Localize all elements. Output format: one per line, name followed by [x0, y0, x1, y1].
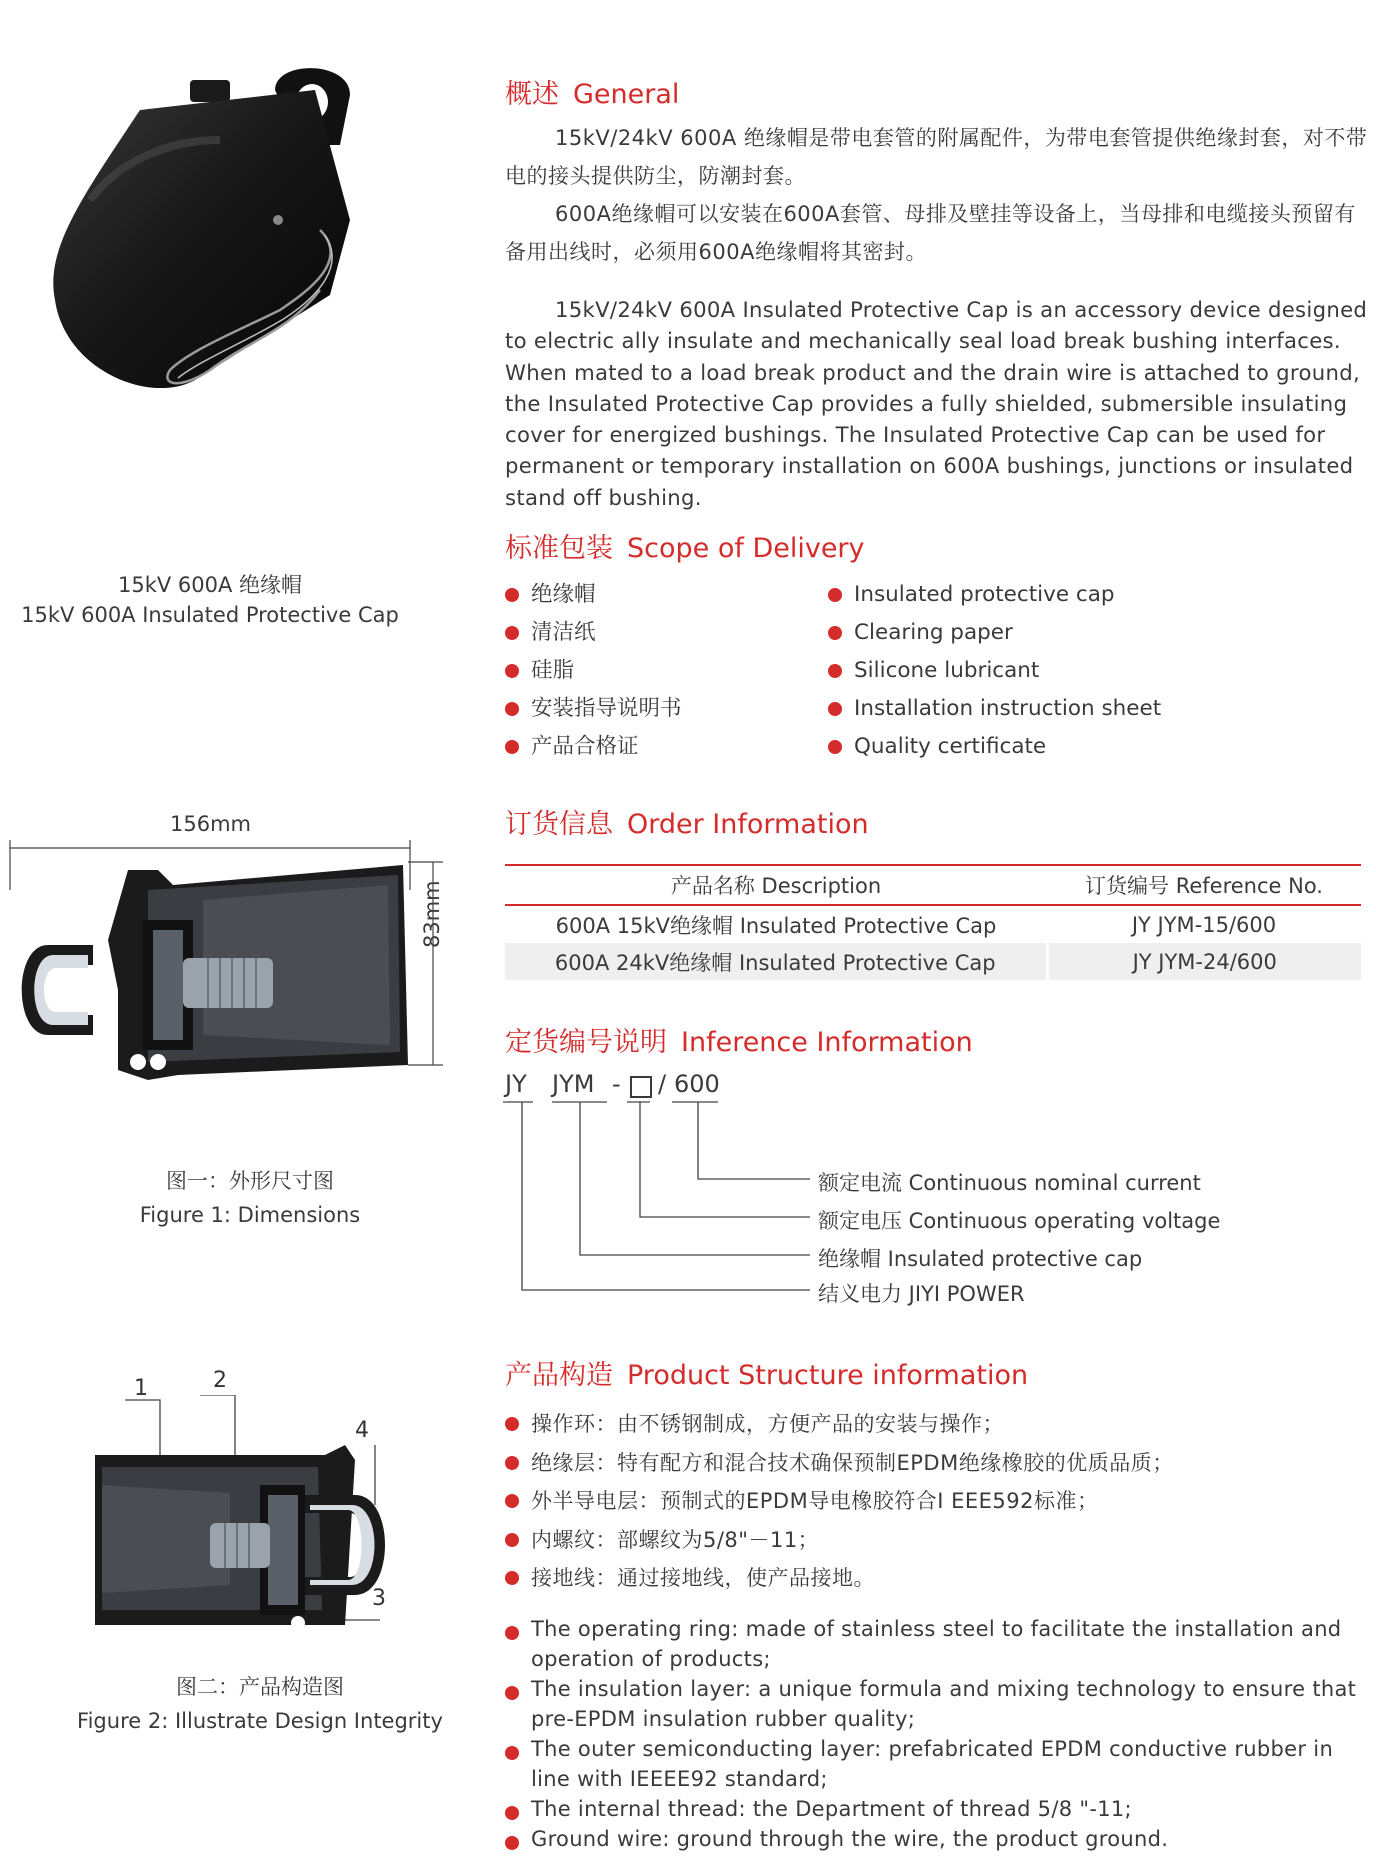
figure1-dimension-drawing	[8, 830, 448, 1100]
bullet-icon	[505, 1686, 519, 1700]
list-item	[505, 1444, 1174, 1483]
list-item-label: The operating ring: made of stainless steel to facilitate the installation and operation of products;	[531, 1617, 1342, 1671]
figure1-caption-cn: 图一：外形尺寸图	[166, 1169, 334, 1193]
order-row-ref: JY JYM-24/600	[1047, 943, 1361, 980]
code-jym: JYM	[552, 1070, 595, 1098]
list-item-label: 绝缘层：特有配方和混合技术确保预制EPDM绝缘橡胶的优质品质；	[531, 1450, 1174, 1475]
list-item-label: Installation instruction sheet	[854, 696, 1162, 721]
list-item	[828, 614, 1161, 652]
list-item	[505, 1824, 1376, 1854]
list-item	[505, 1482, 1174, 1521]
bullet-icon	[828, 588, 842, 602]
list-item-label: 绝缘帽	[531, 582, 596, 607]
bullet-icon	[505, 1626, 519, 1640]
order-table	[505, 864, 1361, 980]
list-item-label: Insulated protective cap	[854, 582, 1115, 607]
list-item-label: 接地线：通过接地线，使产品接地。	[531, 1566, 875, 1590]
bullet-icon	[505, 1456, 519, 1470]
bullet-icon	[505, 1533, 519, 1547]
bullet-icon	[505, 588, 519, 602]
product-photo-caption	[0, 570, 420, 630]
bullet-icon	[828, 702, 842, 716]
figure2-callout-3: 3	[372, 1586, 386, 1611]
delivery-heading	[505, 526, 865, 565]
order-heading-cn: 订货信息	[505, 809, 613, 840]
order-col-reference: 订货编号 Reference No.	[1047, 865, 1361, 905]
code-placeholder-box	[630, 1076, 652, 1098]
bullet-icon	[505, 1746, 519, 1760]
delivery-heading-en: Scope of Delivery	[627, 533, 865, 564]
list-item	[505, 1794, 1376, 1824]
order-col-description: 产品名称 Description	[505, 865, 1047, 905]
general-para-cn-1: 15kV/24kV 600A 绝缘帽是带电套管的附属配件，为带电套管提供绝缘封套，对不带电的接头提供防尘，防潮封套。	[505, 126, 1368, 188]
code-dash: -	[612, 1070, 621, 1098]
list-item	[505, 1734, 1376, 1794]
order-row-desc: 600A 15kV绝缘帽 Insulated Protective Cap	[555, 913, 997, 938]
list-item	[828, 728, 1161, 766]
list-item	[828, 652, 1161, 690]
figure1-height-label: 83mm	[420, 880, 444, 948]
list-item-label: 安装指导说明书	[531, 696, 682, 721]
bullet-icon	[505, 1571, 519, 1585]
figure1-width-label: 156mm	[170, 812, 251, 836]
list-item-label: Clearing paper	[854, 620, 1013, 645]
delivery-heading-cn: 标准包装	[505, 533, 613, 564]
list-item	[505, 728, 682, 766]
list-item-label: 产品合格证	[531, 734, 639, 759]
list-item-label: 内螺纹：部螺纹为5/8"－11；	[531, 1527, 820, 1552]
list-item-label: 硅脂	[531, 658, 575, 683]
list-item-label: 清洁纸	[531, 620, 596, 645]
list-item	[828, 690, 1161, 728]
order-row-desc: 600A 24kV绝缘帽 Insulated Protective Cap	[505, 943, 1047, 980]
figure2-callout-1: 1	[134, 1376, 148, 1401]
order-heading	[505, 802, 869, 841]
figure2-caption-cn: 图二：产品构造图	[176, 1675, 344, 1699]
code-jy: JY	[505, 1070, 527, 1098]
delivery-list-cn	[505, 576, 682, 766]
general-heading-cn: 概述	[505, 79, 559, 110]
figure1-caption-en: Figure 1: Dimensions	[139, 1203, 361, 1227]
inference-label-current: 额定电流 Continuous nominal current	[818, 1171, 1201, 1195]
figure2-caption-en: Figure 2: Illustrate Design Integrity	[77, 1709, 443, 1733]
list-item-label: The internal thread: the Department of thread 5/8 "-11;	[531, 1797, 1132, 1821]
bullet-icon	[505, 702, 519, 716]
code-slash: /	[658, 1070, 667, 1098]
inference-label-cap: 绝缘帽 Insulated protective cap	[818, 1247, 1143, 1271]
general-heading	[505, 72, 679, 111]
list-item	[505, 1405, 1174, 1444]
structure-heading	[505, 1353, 1028, 1392]
list-item	[505, 576, 682, 614]
table-row	[505, 943, 1361, 980]
order-row-ref: JY JYM-15/600	[1131, 912, 1277, 937]
inference-bracket-lines	[500, 1100, 820, 1300]
list-item-label: Ground wire: ground through the wire, the product ground.	[531, 1827, 1169, 1851]
delivery-list-en	[828, 576, 1161, 766]
product-caption-cn: 15kV 600A 绝缘帽	[117, 573, 303, 597]
list-item	[505, 690, 682, 728]
general-para-en: 15kV/24kV 600A Insulated Protective Cap is an accessory device designed to electric ally insulate and mechanically seal load break bushing interfaces. When mated to a load break product and the drain wire is attached to ground, the Insulated Protective Cap provides a fully shielded, submersible insulating cover for energized bushings. The Insulated Protective Cap can be used for permanent or temporary installation on 600A bushings, junctions or insulated stand off bushing.	[505, 297, 1368, 510]
structure-heading-cn: 产品构造	[505, 1360, 613, 1391]
list-item	[828, 576, 1161, 614]
structure-list-cn	[505, 1405, 1174, 1598]
structure-heading-en: Product Structure information	[627, 1360, 1029, 1391]
code-600: 600	[674, 1070, 720, 1098]
figure2-structure-drawing	[90, 1395, 430, 1635]
list-item-label: Silicone lubricant	[854, 658, 1040, 683]
list-item	[505, 652, 682, 690]
bullet-icon	[828, 664, 842, 678]
product-photo	[20, 50, 390, 420]
list-item-label: The outer semiconducting layer: prefabricated EPDM conductive rubber in line with IEEEE92 standard;	[531, 1737, 1334, 1791]
list-item-label: 外半导电层：预制式的EPDM导电橡胶符合I EEE592标准；	[531, 1489, 1099, 1513]
figure1-caption	[60, 1166, 440, 1230]
table-row	[505, 905, 1361, 943]
inference-heading-en: Inference Information	[681, 1027, 973, 1058]
bullet-icon	[505, 1417, 519, 1431]
list-item	[505, 1559, 1174, 1598]
list-item	[505, 1521, 1174, 1560]
bullet-icon	[505, 1836, 519, 1850]
bullet-icon	[828, 626, 842, 640]
general-para-cn-2: 600A绝缘帽可以安装在600A套管、母排及壁挂等设备上，当母排和电缆接头预留有备用出线时，必须用600A绝缘帽将其密封。	[505, 202, 1356, 264]
product-caption-en: 15kV 600A Insulated Protective Cap	[21, 603, 399, 627]
structure-list-en	[505, 1614, 1376, 1854]
list-item	[505, 1614, 1376, 1674]
list-item-label: 操作环：由不锈钢制成，方便产品的安装与操作；	[531, 1412, 1004, 1436]
order-heading-en: Order Information	[627, 809, 869, 840]
inference-label-brand: 结义电力 JIYI POWER	[818, 1282, 1025, 1306]
list-item	[505, 614, 682, 652]
inference-label-voltage: 额定电压 Continuous operating voltage	[818, 1209, 1221, 1233]
bullet-icon	[505, 626, 519, 640]
inference-heading	[505, 1020, 973, 1059]
figure2-caption	[40, 1672, 480, 1736]
bullet-icon	[505, 740, 519, 754]
bullet-icon	[505, 1806, 519, 1820]
bullet-icon	[828, 740, 842, 754]
list-item-label: The insulation layer: a unique formula and mixing technology to ensure that pre-EPDM insulation rubber quality;	[531, 1677, 1357, 1731]
list-item	[505, 1674, 1376, 1734]
general-heading-en: General	[573, 79, 680, 110]
figure2-callout-2: 2	[213, 1368, 227, 1393]
figure2-callout-4: 4	[355, 1418, 369, 1443]
bullet-icon	[505, 664, 519, 678]
list-item-label: Quality certificate	[854, 734, 1047, 759]
inference-heading-cn: 定货编号说明	[505, 1027, 667, 1058]
bullet-icon	[505, 1494, 519, 1508]
